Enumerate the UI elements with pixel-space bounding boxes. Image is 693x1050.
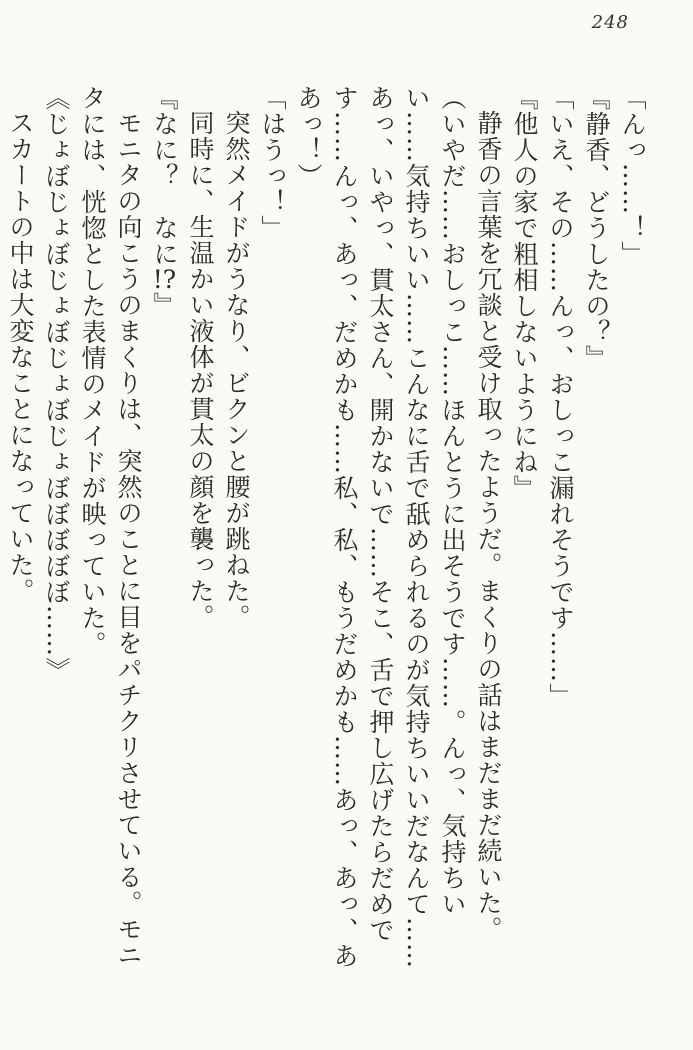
paragraph: 『静香、どうしたの？』 (582, 85, 611, 371)
paragraph: 『なに？ なに!?』 (150, 85, 179, 318)
paragraph: 同時に、生温かい液体が貫太の顔を襲った。 (186, 110, 215, 630)
paragraph: 静香の言葉を冗談と受け取ったようだ。まくりの話はまだまだ続いた。 (474, 110, 503, 942)
paragraph: モニタの向こうのまくりは、突然のことに目をパチクリさせている。モニタには、恍惚とした表情のメイドが映っていた。 (78, 85, 143, 968)
tatechuyoko: !? (152, 267, 177, 292)
paragraph: （いやだ……おしっこ……ほんとうに出そうです……。んっ、気持ちいい……気持ちいい……こんなに舌で舐められるのが気持ちいいだなんて……あっ、いやっ、貫太さん、開かないで……そこ、舌で押し広げたらだめです……んっ、あっ、だめかも……私、私、もうだめかも……あっ、あっ、ああっ！） (294, 85, 467, 969)
paragraph: 「はうっ！」 (258, 85, 287, 241)
paragraph: 突然メイドがうなり、ビクンと腰が跳ねた。 (222, 110, 251, 630)
text-block (2, 85, 650, 977)
paragraph: 『他人の家で粗相しないようにね』 (510, 85, 539, 501)
paragraph: 「んっ……！」 (618, 85, 647, 267)
page-number: 248 (591, 12, 629, 33)
paragraph: 「いえ、その……んっ、おしっこ漏れそうです……」 (546, 85, 575, 709)
paragraph: 《じょぼじょぼじょぼじょぼじょぼぼぼぼぼ……》 (42, 85, 71, 683)
paragraph: スカートの中は大変なことになっていた。 (6, 110, 35, 604)
